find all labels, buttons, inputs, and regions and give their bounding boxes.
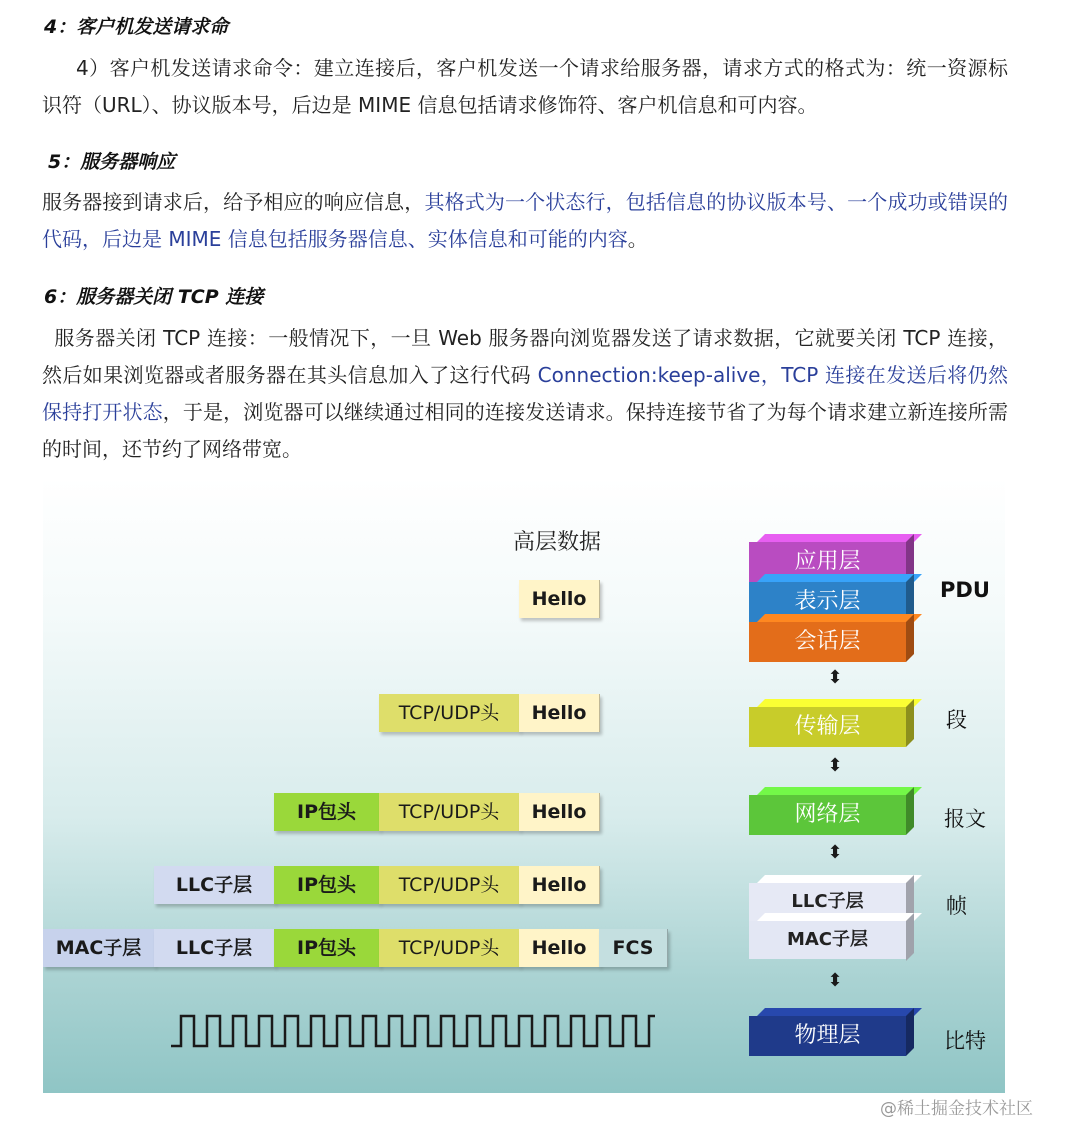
tcp-udp-cell-row5: TCP/UDP头 bbox=[379, 929, 520, 967]
section-5-paragraph bbox=[42, 184, 1008, 258]
section-6-heading: 6：服务器关闭 TCP 连接 bbox=[44, 286, 264, 308]
watermark: @稀土掘金技术社区 bbox=[880, 1099, 1033, 1119]
mac-cell-row5: MAC子层 bbox=[43, 929, 155, 967]
section-6-paragraph bbox=[42, 320, 1008, 468]
ip-header-cell-row5: IP包头 bbox=[274, 929, 380, 967]
section-5-text-c: 。 bbox=[627, 227, 648, 251]
section-5-heading: 5：服务器响应 bbox=[48, 151, 176, 173]
packet-label: 报文 bbox=[944, 807, 986, 831]
hello-cell-row2: Hello bbox=[519, 694, 600, 732]
segment-label: 段 bbox=[946, 708, 967, 732]
presentation-layer: 表示层 bbox=[749, 582, 906, 622]
ip-header-cell-row3: IP包头 bbox=[274, 793, 380, 831]
session-layer: 会话层 bbox=[749, 622, 906, 662]
llc-sublayer: LLC子层 bbox=[749, 883, 906, 921]
section-6-text-link: Connection:keep-alive，TCP 连接在发送后将仍然保持打开状态 bbox=[42, 363, 1008, 424]
frame-label: 帧 bbox=[946, 894, 967, 918]
fcs-cell-row5: FCS bbox=[599, 929, 668, 967]
up-down-arrow-icon: ⬍ bbox=[827, 970, 843, 991]
hello-cell-row3: Hello bbox=[519, 793, 600, 831]
llc-cell-row4: LLC子层 bbox=[154, 866, 275, 904]
transport-layer: 传输层 bbox=[749, 707, 906, 747]
section-4-heading: 4：客户机发送请求命 bbox=[44, 16, 229, 38]
bit-label: 比特 bbox=[944, 1029, 986, 1053]
section-4-paragraph bbox=[42, 50, 1008, 124]
section-6-text-c: ，于是，浏览器可以继续通过相同的连接发送请求。保持连接节省了为每个请求建立新连接所需的时间，还节约了网络带宽。 bbox=[42, 400, 1009, 461]
ip-header-cell-row4: IP包头 bbox=[274, 866, 380, 904]
up-down-arrow-icon: ⬍ bbox=[827, 842, 843, 863]
bit-stream-wave bbox=[171, 1012, 655, 1052]
up-down-arrow-icon: ⬍ bbox=[827, 667, 843, 688]
hello-cell-row1: Hello bbox=[519, 580, 600, 618]
section-4-text: 4）客户机发送请求命令：建立连接后，客户机发送一个请求给服务器，请求方式的格式为：统一资源标识符（URL）、协议版本号，后边是 MIME 信息包括请求修饰符、客户机信息和可内容。 bbox=[42, 56, 1008, 117]
network-layer: 网络层 bbox=[749, 795, 906, 835]
tcp-udp-cell-row4: TCP/UDP头 bbox=[379, 866, 520, 904]
pdu-label: PDU bbox=[940, 578, 990, 602]
physical-layer: 物理层 bbox=[749, 1016, 906, 1056]
osi-encapsulation-diagram bbox=[43, 477, 1005, 1093]
tcp-udp-cell-row2: TCP/UDP头 bbox=[379, 694, 520, 732]
hello-cell-row4: Hello bbox=[519, 866, 600, 904]
mac-sublayer: MAC子层 bbox=[749, 921, 906, 959]
section-5-text-link: 其格式为一个状态行，包括信息的协议版本号、一个成功或错误的代码，后边是 MIME 信息包括服务器信息、实体信息和可能的内容 bbox=[42, 190, 1009, 251]
high-layer-data-label: 高层数据 bbox=[513, 530, 602, 555]
application-layer: 应用层 bbox=[749, 542, 906, 582]
section-5-text-a: 服务器接到请求后，给予相应的响应信息， bbox=[42, 190, 425, 214]
llc-cell-row5: LLC子层 bbox=[154, 929, 275, 967]
tcp-udp-cell-row3: TCP/UDP头 bbox=[379, 793, 520, 831]
up-down-arrow-icon: ⬍ bbox=[827, 755, 843, 776]
hello-cell-row5: Hello bbox=[519, 929, 600, 967]
section-6-text-a: 服务器关闭 TCP 连接：一般情况下，一旦 Web 服务器向浏览器发送了请求数据，它就要关闭 TCP 连接，然后如果浏览器或者服务器在其头信息加入了这行代码 bbox=[42, 326, 1008, 387]
